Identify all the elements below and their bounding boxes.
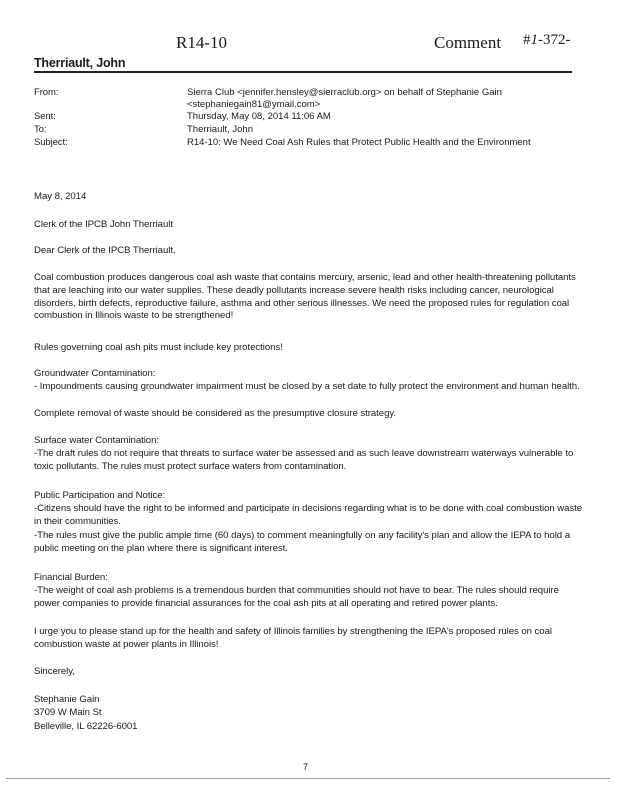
groundwater-point-1: - Impoundments causing groundwater impairment must be closed by a set date to fully protect the environment and human health.: [34, 381, 580, 392]
from-value-line1: Sierra Club <jennifer.hensley@sierraclub.org> on behalf of Stephanie Gain: [187, 87, 502, 98]
docket-number: R14-10: [176, 33, 227, 52]
letter-salutation: Dear Clerk of the IPCB Therriault,: [34, 245, 176, 256]
signature-city: Belleville, IL 62226-6001: [34, 721, 138, 732]
comment-handwritten-digit: 1: [530, 32, 538, 48]
signoff: Sincerely,: [34, 666, 75, 677]
recipient-name: Therriault, John: [34, 56, 126, 70]
sent-label: Sent:: [34, 111, 56, 122]
closing-paragraph: I urge you to please stand up for the health and safety of Illinois families by strengthening the IEPA's proposed rules on coal combustion waste at power plants in Illinois!: [34, 626, 552, 650]
letter-date: May 8, 2014: [34, 191, 87, 202]
subject-label: Subject:: [34, 137, 68, 148]
comment-number: [523, 32, 571, 49]
comment-hash: #: [523, 32, 531, 48]
surface-water-heading: Surface water Contamination:: [34, 435, 159, 446]
page-number: 7: [303, 762, 309, 772]
public-participation-point-1: -Citizens should have the right to be informed and participate in decisions regarding what is to be done with coal combustion waste in their communities.: [34, 503, 583, 527]
comment-number-value: -372-: [538, 32, 571, 48]
surface-water-point-1: -The draft rules do not require that threats to surface water be assessed and as such leave downstream waterways vulnerable to toxic pollutants. The rules must protect surface waters from contamination.: [34, 448, 574, 472]
comment-label: Comment: [434, 33, 502, 52]
public-participation-heading: Public Participation and Notice:: [34, 490, 166, 501]
from-label: From:: [34, 87, 59, 98]
subject-value: R14-10: We Need Coal Ash Rules that Protect Public Health and the Environment: [187, 137, 531, 148]
from-value-line2: <stephaniegain81@ymail.com>: [187, 99, 321, 110]
paragraph-intro: Coal combustion produces dangerous coal ash waste that contains mercury, arsenic, lead and other health-threatening pollutants that are leaching into our water supplies. These deadly pollutants increase severe health risks including cancer, neurological disorders, birth defects, reproductive failure, asthma and other serious illnesses. We need the proposed rules for regulation coal combustion in Illinois waste to be strengthened!: [34, 272, 576, 322]
public-participation-point-2: -The rules must give the public ample time (60 days) to comment meaningfully on any facility's plan and allow the IEPA to hold a public meeting on the plan where there is significant interest.: [34, 530, 570, 554]
sent-value: Thursday, May 08, 2014 11:06 AM: [187, 111, 331, 122]
financial-burden-heading: Financial Burden:: [34, 572, 108, 583]
groundwater-point-2: Complete removal of waste should be considered as the presumptive closure strategy.: [34, 408, 397, 419]
footer-rule: [6, 778, 610, 779]
paragraph-protections: Rules governing coal ash pits must include key protections!: [34, 342, 283, 353]
letter-addressee: Clerk of the IPCB John Therriault: [34, 219, 173, 230]
financial-burden-point-1: -The weight of coal ash problems is a tremendous burden that communities should not have to bear. The rules should require power companies to provide financial assurances for the coal ash pits at all operating and retired power plants.: [34, 585, 559, 609]
groundwater-heading: Groundwater Contamination:: [34, 368, 156, 379]
signature-street: 3709 W Main St: [34, 707, 102, 718]
signature-name: Stephanie Gain: [34, 694, 100, 705]
header-rule: [34, 71, 572, 73]
to-label: To:: [34, 124, 47, 135]
to-value: Therriault, John: [187, 124, 254, 135]
